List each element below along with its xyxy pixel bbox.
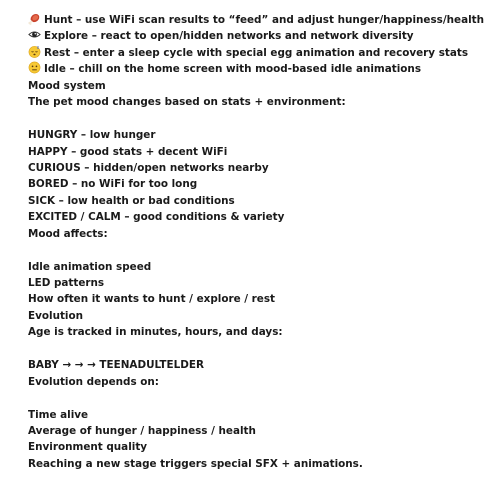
mood-item: BORED – no WiFi for too long xyxy=(28,178,198,191)
mood-intro: The pet mood changes based on stats + environment: xyxy=(28,96,346,109)
svg-text:z: z xyxy=(36,45,39,50)
mood-affects-heading: Mood affects: xyxy=(28,227,108,240)
evolution-factor: Time alive xyxy=(28,408,89,421)
mood-affects-item: LED patterns xyxy=(28,277,105,289)
stages-line: BABY → → → TEENADULTELDER xyxy=(28,359,204,372)
evolution-factor: Average of hunger / happiness / health xyxy=(28,424,256,437)
eye-icon xyxy=(28,28,41,41)
spacer xyxy=(28,242,488,258)
evolution-heading: Evolution depends on: xyxy=(28,375,159,388)
mood-item: SICK – low health or bad conditions xyxy=(28,194,235,207)
feature-rest: z Rest – enter a sleep cycle with special egg animation and recovery stats xyxy=(28,45,488,61)
mood-affects-item: Evolution xyxy=(28,309,84,322)
feature-idle: Idle – chill on the home screen with mood-based idle animations xyxy=(28,61,488,77)
spacer xyxy=(28,341,488,357)
feature-hunt: Hunt – use WiFi scan results to “feed” and adjust hunger/happiness/health xyxy=(28,12,488,28)
final-line: Reaching a new stage triggers special SFX + animations. xyxy=(28,457,363,470)
document-body xyxy=(28,12,488,472)
meat-icon xyxy=(28,12,41,25)
mood-item: HUNGRY – low hunger xyxy=(28,129,156,142)
mood-item: HAPPY – good stats + decent WiFi xyxy=(28,145,228,158)
neutral-face-icon xyxy=(28,61,41,74)
feature-explore: Explore – react to open/hidden networks and network diversity xyxy=(28,28,488,44)
spacer xyxy=(28,111,488,127)
mood-affects-item: How often it wants to hunt / explore / rest xyxy=(28,293,275,306)
spacer xyxy=(28,390,488,406)
evolution-factor: Environment quality xyxy=(28,441,148,454)
mood-affects-item: Idle animation speed xyxy=(28,260,152,273)
mood-item: EXCITED / CALM – good conditions & variety xyxy=(28,211,285,224)
mood-heading: Mood system xyxy=(28,79,106,92)
sleeping-face-icon xyxy=(28,45,41,58)
age-intro: Age is tracked in minutes, hours, and days: xyxy=(28,326,283,339)
mood-item: CURIOUS – hidden/open networks nearby xyxy=(28,161,269,174)
